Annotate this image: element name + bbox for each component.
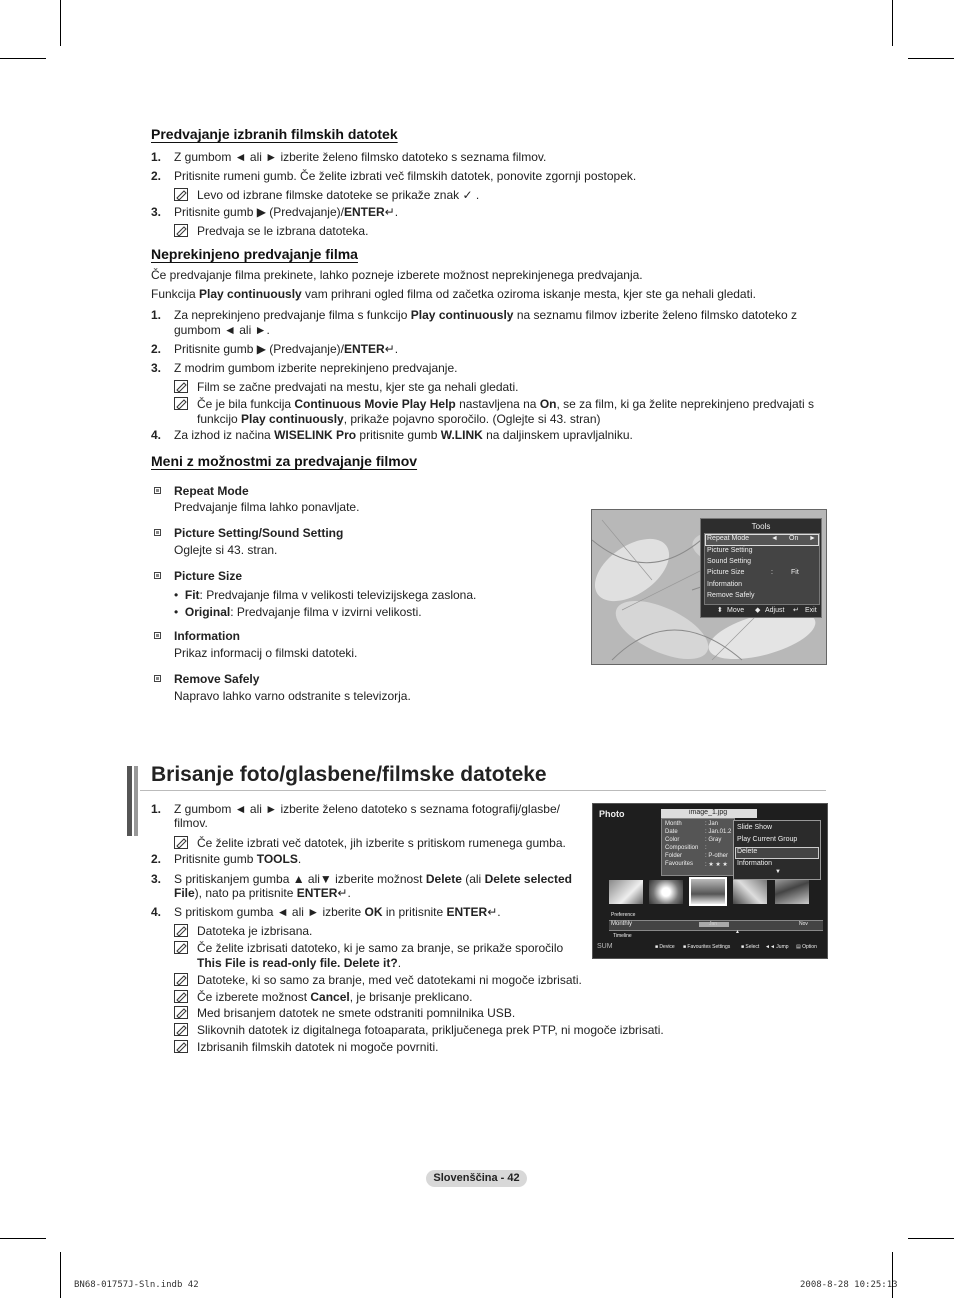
option-title: Remove Safely (174, 672, 260, 686)
jump-icon: ◄◄ (765, 944, 775, 950)
info-value: : Gray (705, 837, 722, 843)
filename: image_1.jpg (689, 809, 728, 816)
info-label: Month (665, 821, 682, 827)
info-value: : Jan.01.2 (705, 829, 732, 835)
tools-row[interactable]: Information (707, 581, 743, 588)
step-text: Pritisnite gumb TOOLS. (174, 852, 302, 866)
note-text: This File is read-only file. Delete it?. (197, 956, 402, 970)
note-icon (174, 224, 188, 237)
paragraph: Funkcija Play continuously vam prihrani ogled filma od začetka oziroma iskanje mesta, kjer ste ga nehali gledati. (151, 287, 756, 301)
note-icon (174, 836, 188, 849)
favourites-icon: ■ (683, 944, 687, 950)
step-number: 1. (151, 308, 162, 322)
crop-mark (908, 58, 954, 59)
note-text: Izbrisanih filmskih datotek ni mogoče povrniti. (197, 1040, 439, 1054)
tools-screenshot (591, 509, 827, 665)
step-text: Z modrim gumbom izberite neprekinjeno predvajanje. (174, 361, 458, 375)
note-icon (174, 188, 188, 201)
enter-icon: ↵ (337, 886, 348, 900)
footer-option: ▤ Option (796, 944, 817, 950)
info-value: : Jan (705, 821, 719, 827)
page-number-badge: Slovenščina - 42 (426, 1170, 527, 1187)
tools-repeat-value: On (789, 535, 799, 542)
bullet-square (154, 632, 161, 639)
note-icon (174, 973, 188, 986)
tools-row[interactable]: Remove Safely (707, 592, 755, 599)
note-text: Med brisanjem datotek ne smete odstraniti pomnilnika USB. (197, 1006, 516, 1020)
step-text: S pritiskanjem gumba ▲ ali▼ izberite možnost Delete (ali Delete selected (174, 872, 572, 886)
step-text: Pritisnite gumb ▶ (Predvajanje)/ENTER↵. (174, 205, 399, 219)
menu-item[interactable]: Slide Show (737, 824, 773, 831)
option-title: Information (174, 629, 240, 643)
print-file-info: BN68-01757J-Sln.indb 42 (74, 1280, 199, 1290)
crop-mark (60, 1252, 61, 1298)
step-number: 2. (151, 169, 162, 183)
chevron-down-icon: ▼ (775, 869, 781, 875)
note-text: funkcijo Play continuously, prikaže pojavno sporočilo. (Oglejte si 43. stran) (197, 412, 601, 426)
preference-label: Preference (611, 912, 636, 918)
section-heading: Meni z možnostmi za predvajanje filmov (151, 453, 418, 469)
note-text: Če želite izbrisati datoteko, ki je samo za branje, se prikaže sporočilo (197, 941, 564, 955)
crop-mark (908, 1238, 954, 1239)
nov-label: Nov (799, 921, 808, 927)
thumbnail[interactable] (609, 880, 643, 904)
note-icon (174, 380, 188, 393)
leftright-icon: ◆ (755, 607, 761, 614)
paragraph: Če predvajanje filma prekinete, lahko pozneje izberete možnost neprekinjenega predvajanja. (151, 268, 643, 282)
step-text: S pritiskom gumba ◄ ali ► izberite OK in pritisnite ENTER↵. (174, 905, 501, 919)
updown-icon: ⬍ (717, 607, 723, 614)
footer-device: ■ Device (655, 944, 675, 950)
tools-panel (700, 518, 822, 618)
thumbnail[interactable] (649, 880, 683, 904)
option-desc: Prikaz informacij o filmski datoteki. (174, 646, 358, 660)
step-text: filmov. (174, 816, 208, 830)
thumbnail[interactable] (733, 880, 767, 904)
tools-row[interactable]: Picture Size (707, 569, 745, 576)
crop-mark (892, 0, 893, 46)
exit-icon: ↵ (793, 607, 799, 614)
info-label: Composition (665, 845, 699, 851)
device-icon: ■ (655, 944, 659, 950)
arrow-left-icon[interactable]: ◄ (771, 535, 778, 542)
step-text: Z gumbom ◄ ali ► izberite želeno datoteko s seznama fotografij/glasbe/ (174, 802, 560, 816)
footer-favourites: ■ Favourites Settings (683, 944, 731, 950)
section-bar (127, 766, 132, 836)
option-desc: Predvajanje filma lahko ponavljate. (174, 500, 360, 514)
thumbnail-selected[interactable] (689, 877, 727, 906)
section-heading: Predvajanje izbranih filmskih datotek (151, 126, 398, 142)
enter-icon: ↵ (384, 342, 395, 356)
sum-label: SUM (597, 943, 613, 950)
info-label: Date (665, 829, 678, 835)
info-label: Folder (665, 853, 683, 859)
tools-row[interactable]: Sound Setting (707, 558, 751, 565)
bullet-item: • Original: Predvajanje filma v izvirni velikosti. (174, 605, 422, 619)
note-text: Slikovnih datotek iz digitalnega fotoaparata, priključenega prek PTP, ni mogoče izbrisati. (197, 1023, 664, 1037)
option-title: Repeat Mode (174, 484, 249, 498)
menu-item[interactable]: Delete (737, 848, 758, 855)
tools-footer-move: Move (727, 607, 745, 614)
info-value: : ★ ★ ★ (705, 862, 728, 868)
bullet-item: • Fit: Predvajanje filma v velikosti televizijskega zaslona. (174, 588, 477, 602)
crop-mark (0, 1238, 46, 1239)
note-icon (174, 1006, 188, 1019)
info-value: : (705, 845, 707, 851)
tools-size-sep: : (771, 569, 773, 576)
photo-title: Photo (599, 809, 625, 819)
step-number: 4. (151, 905, 162, 919)
note-icon (174, 941, 188, 954)
info-value: : P-other (705, 853, 729, 859)
option-desc: Napravo lahko varno odstranite s televizorja. (174, 689, 411, 703)
print-date-info: 2008-8-28 10:25:13 (800, 1280, 898, 1290)
note-text: Če izberete možnost Cancel, je brisanje preklicano. (197, 990, 473, 1004)
title-rule (140, 790, 826, 791)
note-text: Film se začne predvajati na mestu, kjer ste ga nehali gledati. (197, 380, 519, 394)
note-text: Če je bila funkcija Continuous Movie Play Help nastavljena na On, se za film, ki ga želite neprekinjeno predvajati s (197, 397, 814, 411)
note-text: Predvaja se le izbrana datoteka. (197, 224, 369, 238)
step-number: 4. (151, 428, 162, 442)
enter-icon: ↵ (384, 205, 395, 219)
note-icon (174, 1040, 188, 1053)
tools-row[interactable]: Picture Setting (707, 547, 753, 554)
step-number: 3. (151, 872, 162, 886)
enter-icon: ↵ (487, 905, 498, 919)
step-number: 3. (151, 361, 162, 375)
jan-label: Jan (709, 921, 718, 927)
crop-mark (0, 58, 46, 59)
step-text: gumbom ◄ ali ►. (174, 323, 270, 337)
menu-item[interactable]: Play Current Group (737, 836, 798, 843)
bullet-square (154, 572, 161, 579)
tools-title: Tools (751, 522, 771, 531)
step-number: 2. (151, 852, 162, 866)
step-number: 1. (151, 150, 162, 164)
section-heading: Neprekinjeno predvajanje filma (151, 246, 358, 262)
bullet-square (154, 529, 161, 536)
arrow-right-icon[interactable]: ► (809, 535, 816, 542)
note-text: Če želite izbrati več datotek, jih izberite s pritiskom rumenega gumba. (197, 836, 566, 850)
option-icon: ▤ (796, 944, 801, 950)
step-number: 3. (151, 205, 162, 219)
monthly-label: Monthly (611, 921, 633, 927)
step-text: Pritisnite gumb ▶ (Predvajanje)/ENTER↵. (174, 342, 399, 356)
tools-footer-exit: Exit (805, 607, 817, 614)
info-label: Favourites (665, 861, 694, 867)
note-icon (174, 397, 188, 410)
timeline-label: Timeline (613, 933, 632, 939)
step-number: 1. (151, 802, 162, 816)
tools-row[interactable]: Repeat Mode (707, 535, 750, 542)
note-icon (174, 1023, 188, 1036)
note-icon (174, 990, 188, 1003)
note-text: Datoteke, ki so samo za branje, med več datotekami ni mogoče izbrisati. (197, 973, 582, 987)
option-title: Picture Size (174, 569, 243, 583)
step-text: File), nato pa pritisnite ENTER↵. (174, 886, 351, 900)
select-icon: ■ (741, 944, 745, 950)
crop-mark (60, 0, 61, 46)
step-number: 2. (151, 342, 162, 356)
option-title: Picture Setting/Sound Setting (174, 526, 344, 540)
footer-select: ■ Select (741, 944, 760, 950)
bullet-square (154, 487, 161, 494)
menu-item[interactable]: Information (737, 860, 773, 867)
step-text: Za izhod iz načina WISELINK Pro pritisnite gumb W.LINK na daljinskem upravljalniku. (174, 428, 633, 442)
crop-mark (892, 1252, 893, 1298)
tools-footer-adjust: Adjust (765, 607, 785, 614)
note-icon (174, 924, 188, 937)
footer-jump: ◄◄ Jump (765, 944, 789, 950)
step-text: Z gumbom ◄ ali ► izberite želeno filmsko datoteko s seznama filmov. (174, 150, 547, 164)
caret-up-icon: ▲ (735, 929, 740, 935)
option-desc: Oglejte si 43. stran. (174, 543, 278, 557)
note-text: Datoteka je izbrisana. (197, 924, 313, 938)
bullet-square (154, 675, 161, 682)
section-bar (134, 766, 138, 836)
tools-size-value: Fit (791, 569, 799, 576)
photo-screenshot (592, 803, 828, 959)
thumbnail[interactable] (775, 880, 809, 904)
step-text: Za neprekinjeno predvajanje filma s funkcijo Play continuously na seznamu filmov izberite želeno filmsko datoteko z (174, 308, 797, 322)
page-section-title: Brisanje foto/glasbene/filmske datoteke (151, 763, 547, 786)
note-text: Levo od izbrane filmske datoteke se prikaže znak ✓ . (197, 188, 480, 202)
info-label: Color (665, 837, 680, 843)
step-text: Pritisnite rumeni gumb. Če želite izbrati več filmskih datotek, ponovite zgornji postopek. (174, 169, 637, 183)
